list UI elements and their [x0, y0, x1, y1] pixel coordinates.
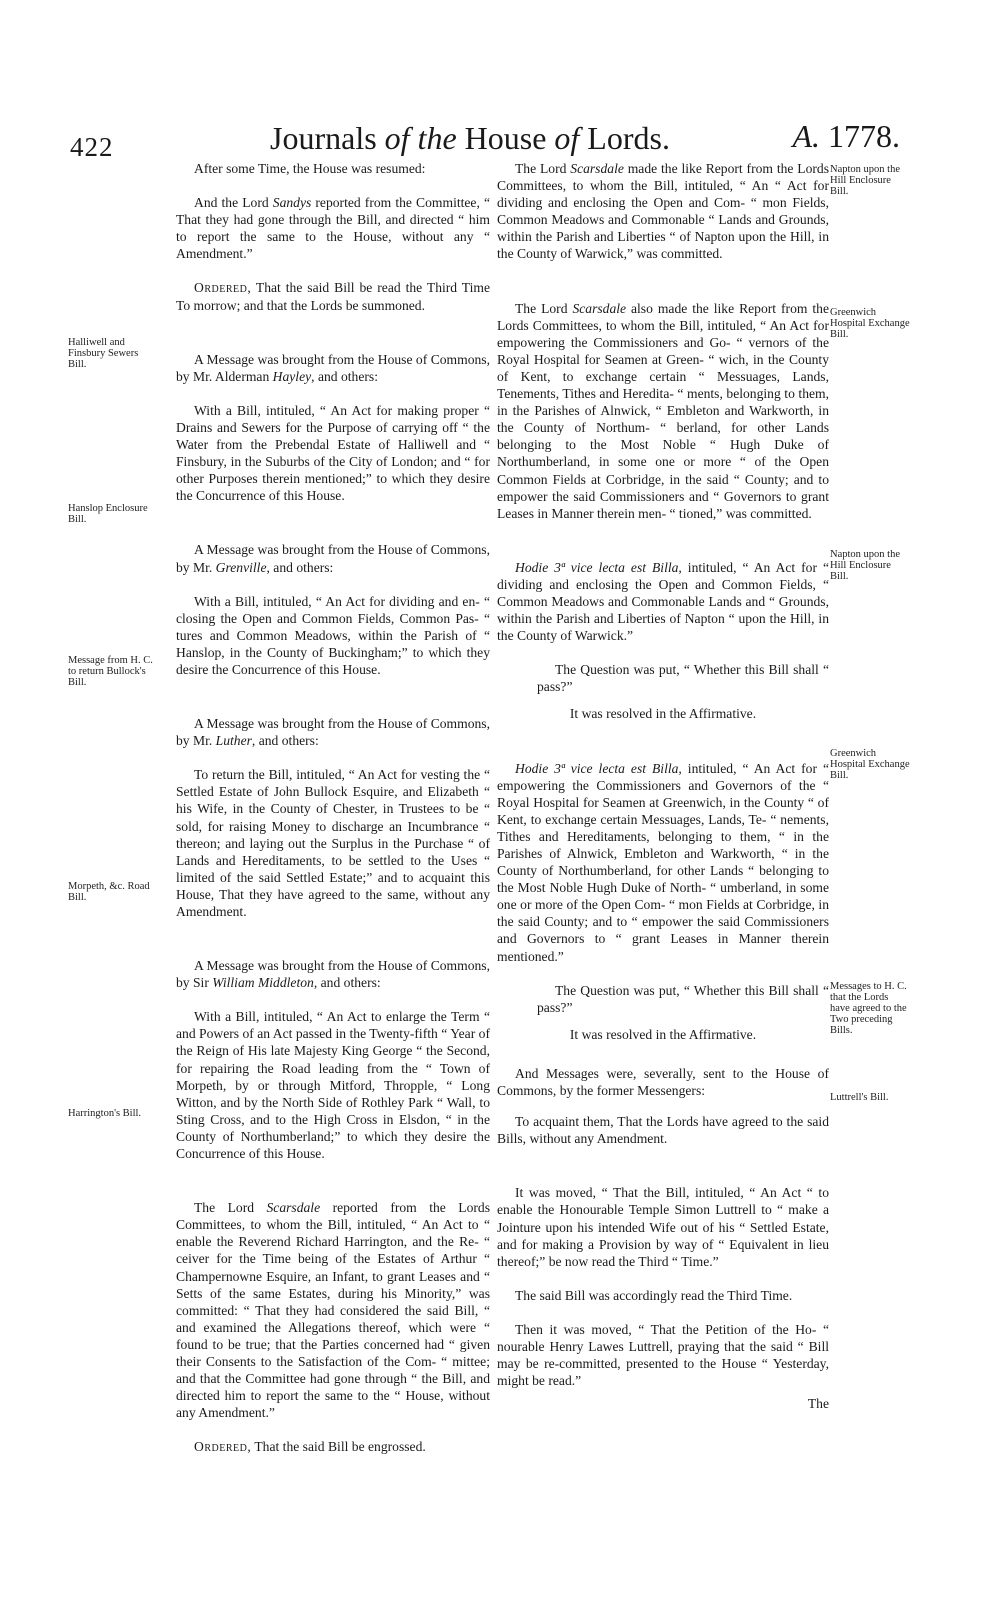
paragraph: To acquaint them, That the Lords have agreed to the said Bills, without any Amendment.	[497, 1114, 829, 1147]
paragraph: To return the Bill, intituled, “ An Act for vesting the “ Settled Estate of John Bullock Esquire, and Elizabeth “ his Wife, in the County of Chester, in Trustees to be “ sold, for raising Money to discharge an Incumbrance “ thereon; and laying out the Surplus in the Purchase “ of Lands and Hereditaments, to be settled to the Uses “ limited of the said Settled Estate;” and to acquaint this House, That they have agreed to the same, without any Amendment.	[176, 767, 490, 919]
page-number: 422	[70, 132, 114, 162]
right-column	[497, 160, 829, 1412]
year	[792, 118, 900, 155]
paragraph: And the Lord Sandys reported from the Committee, “ That they had gone through the Bill, and directed “ him to report the same to the House, without any “ Amendment.”	[176, 195, 491, 262]
paragraph: A Message was brought from the House of Commons, by Mr. Luther, and others:	[176, 716, 490, 749]
margin-note-bullock: Message from H. C. to return Bullock's Bill.	[68, 655, 153, 688]
paragraph: It was resolved in the Affirmative.	[569, 706, 757, 722]
margin-note-napton: Napton upon the Hill Enclosure Bill.	[830, 164, 900, 197]
margin-note-napton: Napton upon the Hill Enclosure Bill.	[830, 549, 900, 582]
paragraph: Then it was moved, “ That the Petition of the Ho- “ nourable Henry Lawes Luttrell, praying that the said “ Bill may be re-committed, presented to the House “ Yesterday, might be read.”	[497, 1321, 829, 1389]
margin-note-greenwich: Greenwich Hospital Exchange Bill.	[830, 748, 910, 781]
paragraph: The Lord Scarsdale made the like Report from the Lords Committees, to whom the Bill, intituled, “ An “ Act for dividing and enclosing the Open and Com- “ mon Fields, Common Meadows and Commonable “ Lands and Grounds, within the Parish and Liberties “ of Napton upon the Hill, in the County of Warwick,” was committed.	[497, 161, 829, 262]
paragraph: A Message was brought from the House of Commons, by Mr. Alderman Hayley, and others:	[176, 351, 490, 384]
paragraph: Ordered, That the said Bill be read the Third Time To morrow; and that the Lords be summoned.	[176, 280, 490, 313]
title-word: Journals	[270, 120, 377, 156]
catchword: The	[807, 1396, 829, 1412]
paragraph: With a Bill, intituled, “ An Act for dividing and en- “ closing the Open and Common Fields, Common Pas- “ tures and Common Meadows, within the Parish of “ Hanslop, in the County of Buckingham;” to which they desire the Concurrence of this House.	[176, 593, 490, 677]
margin-note-morpeth: Morpeth, &c. Road Bill.	[68, 881, 150, 903]
running-title	[270, 120, 670, 157]
paragraph: With a Bill, intituled, “ An Act to enlarge the Term “ and Powers of an Act passed in the Twenty-fifth “ Year of the Reign of His late Majesty King George “ the Second, for repairing the Road leading from the “ Town of Morpeth, by or through Mitford, Thropple, “ Long Witton, and by the North Side of Rothley Park “ Wall, to Sting Cross, and to the High Cross in Elsdon, “ in the County of Northumberland;” to which they desire the Concurrence of this House.	[176, 1009, 490, 1162]
title-word: House	[464, 120, 547, 156]
paragraph: Hodie 3ª vice lecta est Billa, intituled, “ An Act for “ empowering the Commissioners and Governors of the “ Royal Hospital for Seamen at Greenwich, in the County “ of Kent, to exchange certain Messuages, Lands, Te- “ nements, Tithes and Hereditaments, belonging to them, “ in the Parishes of Alnwick, Embleton and Warkworth, “ in the County of Northumberland, for other Lands “ belonging to the Most Noble Hugh Duke of North- “ umberland, in some one or more of the Open Com- “ mon Fields at Corbridge, in the said County; and to “ empower the said Commissioners and Governors to “ grant Leases in Manner therein mentioned.”	[497, 760, 829, 964]
margin-note-luttrell: Luttrell's Bill.	[830, 1092, 889, 1103]
paragraph: Ordered, That the said Bill be engrossed.	[194, 1439, 426, 1455]
paragraph: With a Bill, intituled, “ An Act for making proper “ Drains and Sewers for the Purpose of carrying off “ the Water from the Prebendal Estate of Halliwell and “ Finsbury, in the Suburbs of the City of London; and “ for other Purposes therein mentioned;” to which they desire the Concurrence of this House.	[176, 402, 490, 504]
paragraph: Hodie 3ª vice lecta est Billa, intituled, “ An Act for “ dividing and enclosing the Open and Common Fields, “ Common Meadows and Commonable Lands and “ Grounds, within the Parish and Liberties of Napton “ upon the Hill, in the County of Warwick.”	[497, 559, 829, 644]
title-word: the	[417, 120, 457, 156]
title-word: of	[384, 120, 410, 156]
year-prefix: A.	[792, 118, 820, 154]
title-word: Lords.	[587, 120, 670, 156]
paragraph: A Message was brought from the House of Commons, by Mr. Grenville, and others:	[176, 542, 490, 575]
paragraph: The Lord Scarsdale reported from the Lords Committees, to whom the Bill, intituled, “ An Act to “ enable the Reverend Richard Harrington, and the Re- “ ceiver for the Time being of the Estates of Arthur “ Champernowne Esquire, an Infant, to grant Leases and “ Setts of the same Estates, during his Minority,” was committed: “ That they had considered the said Bill, “ and examined the Allegations thereof, which were “ found to be true; that the Parties concerned had “ given their Consents to the Satisfaction of the Com- “ mittee; and that the Committee had gone through “ the Bill, and directed him to report the same to the “ House, without any Amendment.”	[176, 1200, 490, 1421]
paragraph: It was moved, “ That the Bill, intituled, “ An Act “ to enable the Honourable Temple Simon Luttrell to “ make a Jointure upon his intended Wife out of his “ Settled Estate, and for making a Provision by way of “ Equivalent in lieu thereof;” be now read the Third “ Time.”	[497, 1185, 829, 1269]
paragraph: The Question was put, “ Whether this Bill shall “ pass?”	[537, 662, 829, 695]
paragraph: The said Bill was accordingly read the Third Time.	[515, 1287, 793, 1303]
margin-note-harrington: Harrington's Bill.	[68, 1108, 142, 1119]
paragraph: After some Time, the House was resumed:	[194, 161, 426, 176]
title-word: of	[554, 120, 580, 156]
paragraph: And Messages were, severally, sent to the House of Commons, by the former Messengers:	[497, 1065, 829, 1099]
page-header	[70, 112, 900, 162]
year-value: 1778.	[828, 118, 900, 154]
paragraph: The Question was put, “ Whether this Bill shall “ pass?”	[537, 982, 829, 1015]
margin-note-messages: Messages to H. C. that the Lords have agreed to the Two preceding Bills.	[830, 981, 907, 1036]
margin-note-hanslop: Hanslop Enclosure Bill.	[68, 503, 148, 525]
left-column	[176, 160, 490, 1455]
paragraph: A Message was brought from the House of Commons, by Sir William Middleton, and others:	[176, 958, 490, 991]
margin-note-halliwell: Halliwell and Finsbury Sewers Bill.	[68, 337, 139, 370]
paragraph: It was resolved in the Affirmative.	[569, 1026, 757, 1042]
paragraph: The Lord Scarsdale also made the like Report from the Lords Committees, to whom the Bill, intituled, “ An Act for empowering the Commissioners and Go- “ vernors of the Royal Hospital for Seamen at Green- “ wich, in the County of Kent, to exchange certain “ Messuages, Lands, Tenements, Tithes and Heredita- “ ments, belonging to them, in the Parishes of Alnwick, “ Embleton and Warkworth, in the County of Northum- “ berland, for other Lands belonging to the Most Noble “ Hugh Duke of Northumberland, in some one or more “ of the Open Common Fields at Corbridge, in the said “ County; and to empower the said Commissioners and “ Governors to grant Leases in Manner therein men- “ tioned,” was committed.	[497, 300, 829, 521]
margin-note-greenwich: Greenwich Hospital Exchange Bill.	[830, 307, 910, 340]
